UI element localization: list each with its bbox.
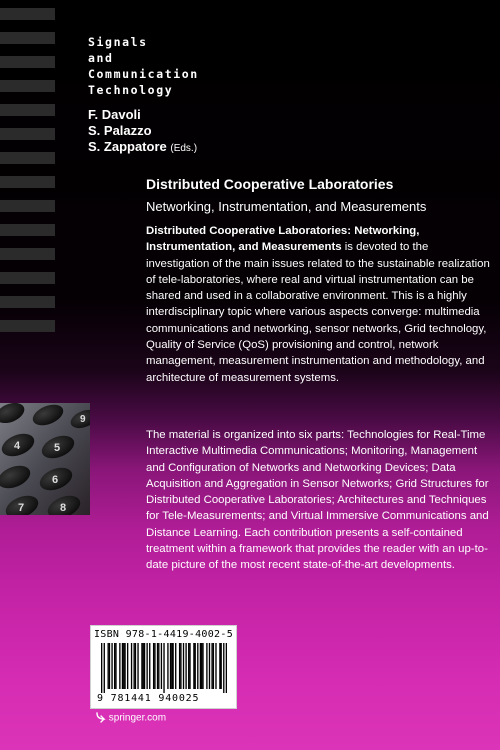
barcode-bar: [101, 643, 102, 693]
barcode-bar: [149, 643, 150, 689]
editor-name: S. Palazzo: [88, 123, 152, 138]
barcode-panel: [90, 625, 237, 709]
series-title: [88, 34, 199, 98]
barcode-bar: [141, 643, 142, 689]
series-line: Technology: [88, 83, 174, 97]
barcode-bar: [146, 643, 147, 689]
barcode-bar: [172, 643, 173, 689]
publisher-link[interactable]: [94, 712, 166, 724]
barcode-bar: [167, 643, 168, 689]
barcode-bar: [201, 643, 202, 689]
decorative-stripe: [0, 272, 55, 284]
isbn-label: ISBN 978-1-4419-4002-5: [93, 629, 234, 640]
editors-list: [88, 107, 197, 157]
barcode-bar: [171, 643, 172, 689]
decorative-stripe: [0, 80, 55, 92]
barcode-bar: [206, 643, 207, 689]
barcode-bar: [175, 643, 176, 689]
springer-arrow-icon: [94, 712, 106, 724]
barcode-bar: [111, 643, 112, 689]
barcode-bar: [202, 643, 203, 689]
decorative-stripe: [0, 104, 55, 116]
barcode-bar: [180, 643, 181, 689]
decorative-stripes: [0, 0, 55, 350]
barcode-bar: [154, 643, 155, 689]
barcode-bar: [107, 643, 108, 689]
barcode-bar: [131, 643, 132, 689]
publisher-url: springer.com: [108, 712, 167, 724]
barcode-bar: [189, 643, 190, 689]
barcode-bar: [183, 643, 184, 689]
key-label: 9: [80, 414, 86, 425]
decorative-stripe: [0, 32, 55, 44]
barcode-bar: [226, 643, 227, 693]
description-paragraph-1: [146, 223, 491, 386]
barcode-bar: [211, 643, 212, 689]
key-label: 6: [52, 474, 59, 486]
description-paragraph-2: The material is organized into six parts: Technologies for Real-Time Interactive Multimedia Communications; Monitoring, Management and Configuration of Networks and Networking Devices; Data Acquisition and Aggregation in Sensor Networks; Grid Structures for Distributed Cooperative Laboratories; Architectures and Techniques for Tele-Measurements; and Virtual Immersive Communications and Distance Learning. Each contribution presents a self-contained treatment within a framework that provides the reader with an up-to-date picture of the most recent state-of-the-art developments.: [146, 429, 489, 572]
series-line: Communication: [88, 67, 199, 81]
barcode-bar: [122, 643, 123, 689]
barcode-bar: [193, 643, 194, 689]
decorative-stripe: [0, 128, 55, 140]
editor-name: F. Davoli: [88, 107, 141, 122]
series-line: and: [88, 51, 114, 65]
editor-name-text: S. Zappatore: [88, 139, 167, 154]
decorative-stripe: [0, 296, 55, 308]
barcode-bar: [109, 643, 110, 689]
barcode-bar: [179, 643, 180, 689]
barcode-bar: [144, 643, 145, 689]
barcode-bar: [221, 643, 222, 689]
barcode-bar: [209, 643, 210, 689]
editor-name: [88, 139, 197, 157]
barcode-bar: [195, 643, 196, 689]
decorative-stripe: [0, 320, 55, 332]
barcode-bar: [123, 643, 124, 689]
barcode-bar: [219, 643, 220, 689]
barcode-bar: [197, 643, 198, 689]
barcode-bar: [213, 643, 214, 689]
barcode-bar: [215, 643, 216, 689]
key-label: 5: [54, 442, 61, 454]
barcode-bar: [127, 643, 128, 689]
barcode-bar: [133, 643, 134, 689]
decorative-stripe: [0, 8, 55, 20]
barcode-bar: [163, 643, 164, 693]
key-label: 8: [60, 502, 67, 514]
barcode-bar: [137, 643, 138, 689]
key-label: 7: [18, 502, 25, 514]
barcode-bar: [115, 643, 116, 689]
barcode-bar: [153, 643, 154, 689]
editors-suffix: (Eds.): [170, 143, 198, 154]
barcode-bar: [119, 643, 120, 689]
barcode-bars: [101, 643, 227, 693]
barcode-bar: [188, 643, 189, 689]
keypad-illustration: [0, 403, 90, 515]
decorative-stripe: [0, 200, 55, 212]
barcode-bar: [124, 643, 125, 689]
barcode-bar: [114, 643, 115, 689]
barcode-bar: [161, 643, 162, 689]
phone-keypad-photo: [0, 403, 90, 515]
book-title: Distributed Cooperative Laboratories: [146, 176, 394, 192]
barcode-bar: [158, 643, 159, 689]
barcode-bar: [135, 643, 136, 689]
key-label: 4: [14, 440, 21, 452]
description-body: is devoted to the investigation of the main issues related to the sustainable realization of tele-laboratories, where real and virtual instrumentation can be shared and used in a collaborative environment. This is a highly interdisciplinary topic where various aspects converge: multimedia communications and networking, sensor networks, Grid technology, Quality of Service (QoS) provisioning and control, network management, measurement instrumentation and methodology, and architecture of measurement systems.: [146, 241, 490, 384]
decorative-stripe: [0, 176, 55, 188]
barcode-bar: [170, 643, 171, 689]
barcode-bar: [200, 643, 201, 689]
series-line: Signals: [88, 35, 148, 49]
barcode-bar: [143, 643, 144, 689]
barcode-bar: [223, 643, 224, 693]
decorative-stripe: [0, 248, 55, 260]
barcode-bar: [104, 643, 105, 693]
decorative-stripe: [0, 56, 55, 68]
decorative-stripe: [0, 152, 55, 164]
decorative-stripe: [0, 224, 55, 236]
barcode-bar: [185, 643, 186, 689]
ean-digits: 9 781441 940025: [97, 693, 200, 704]
book-subtitle: Networking, Instrumentation, and Measurements: [146, 199, 427, 214]
barcode-bar: [157, 643, 158, 689]
description-lead: Distributed Cooperative Laboratories: Networking, Instrumentation, and Measurements: [146, 225, 420, 254]
